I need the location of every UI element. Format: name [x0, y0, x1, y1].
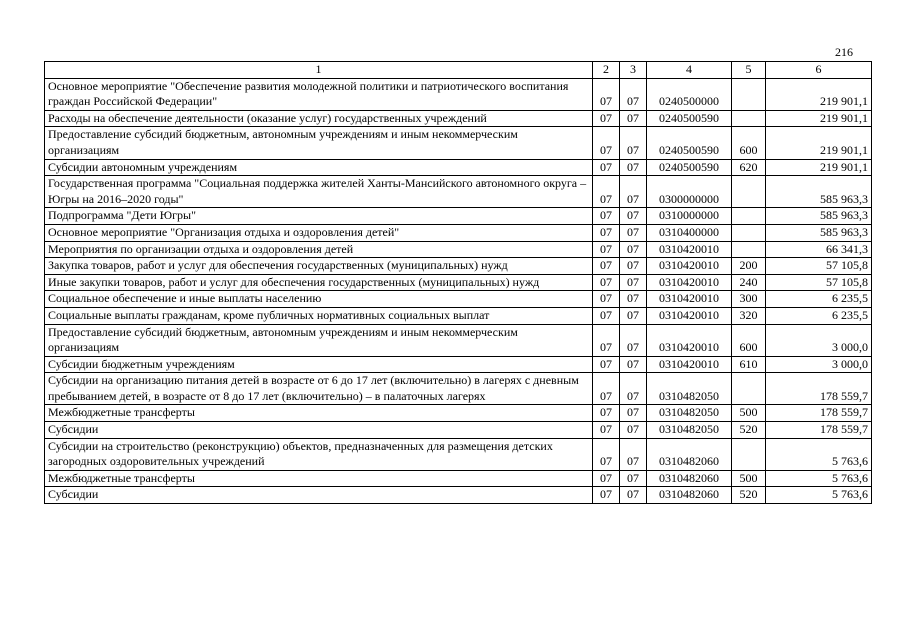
- row-amount: 6 235,5: [766, 307, 872, 324]
- row-subsection-code: 07: [620, 405, 647, 422]
- row-expense-type: 300: [732, 291, 766, 308]
- row-target-article: 0310482060: [647, 438, 732, 470]
- row-name: Субсидии на строительство (реконструкцию) объектов, предназначенных для размещения детских загородных оздоровительных учреждений: [45, 438, 593, 470]
- row-amount: 57 105,8: [766, 274, 872, 291]
- row-expense-type: 520: [732, 487, 766, 504]
- row-section-code: 07: [593, 324, 620, 356]
- row-target-article: 0300000000: [647, 176, 732, 208]
- table-row: [45, 470, 872, 487]
- table-row: [45, 487, 872, 504]
- row-target-article: 0240500590: [647, 159, 732, 176]
- header-row: [45, 62, 872, 79]
- row-section-code: 07: [593, 373, 620, 405]
- header-col-2: 2: [593, 62, 620, 79]
- row-section-code: 07: [593, 291, 620, 308]
- row-target-article: 0310482060: [647, 487, 732, 504]
- row-target-article: 0310482050: [647, 373, 732, 405]
- row-expense-type: [732, 208, 766, 225]
- row-section-code: 07: [593, 422, 620, 439]
- row-amount: 5 763,6: [766, 438, 872, 470]
- row-name: Мероприятия по организации отдыха и оздоровления детей: [45, 241, 593, 258]
- row-section-code: 07: [593, 110, 620, 127]
- row-name: Иные закупки товаров, работ и услуг для обеспечения государственных (муниципальных) нужд: [45, 274, 593, 291]
- row-amount: 585 963,3: [766, 176, 872, 208]
- row-amount: 219 901,1: [766, 159, 872, 176]
- table-row: [45, 159, 872, 176]
- row-amount: 178 559,7: [766, 405, 872, 422]
- row-expense-type: [732, 176, 766, 208]
- row-expense-type: [732, 110, 766, 127]
- table-row: [45, 422, 872, 439]
- row-section-code: 07: [593, 438, 620, 470]
- row-name: Межбюджетные трансферты: [45, 470, 593, 487]
- row-name: Социальные выплаты гражданам, кроме публичных нормативных социальных выплат: [45, 307, 593, 324]
- row-name: Предоставление субсидий бюджетным, автономным учреждениям и иным некоммерческим организациям: [45, 127, 593, 159]
- table-row: [45, 110, 872, 127]
- row-expense-type: 600: [732, 324, 766, 356]
- row-amount: 66 341,3: [766, 241, 872, 258]
- row-subsection-code: 07: [620, 470, 647, 487]
- row-subsection-code: 07: [620, 274, 647, 291]
- row-subsection-code: 07: [620, 307, 647, 324]
- row-expense-type: [732, 78, 766, 110]
- row-subsection-code: 07: [620, 176, 647, 208]
- row-target-article: 0310420010: [647, 291, 732, 308]
- table-row: [45, 291, 872, 308]
- row-name: Субсидии бюджетным учреждениям: [45, 356, 593, 373]
- row-section-code: 07: [593, 307, 620, 324]
- row-name: Субсидии: [45, 422, 593, 439]
- row-target-article: 0310420010: [647, 241, 732, 258]
- row-amount: 5 763,6: [766, 487, 872, 504]
- row-section-code: 07: [593, 78, 620, 110]
- row-subsection-code: 07: [620, 208, 647, 225]
- row-subsection-code: 07: [620, 127, 647, 159]
- table-row: [45, 176, 872, 208]
- row-name: Социальное обеспечение и иные выплаты населению: [45, 291, 593, 308]
- row-subsection-code: 07: [620, 224, 647, 241]
- row-subsection-code: 07: [620, 373, 647, 405]
- row-expense-type: [732, 373, 766, 405]
- row-target-article: 0310482050: [647, 405, 732, 422]
- row-amount: 6 235,5: [766, 291, 872, 308]
- row-amount: 219 901,1: [766, 127, 872, 159]
- header-col-6: 6: [766, 62, 872, 79]
- row-section-code: 07: [593, 241, 620, 258]
- row-amount: 219 901,1: [766, 110, 872, 127]
- row-section-code: 07: [593, 274, 620, 291]
- row-target-article: 0310482060: [647, 470, 732, 487]
- row-name: Межбюджетные трансферты: [45, 405, 593, 422]
- row-subsection-code: 07: [620, 422, 647, 439]
- row-section-code: 07: [593, 159, 620, 176]
- row-subsection-code: 07: [620, 487, 647, 504]
- row-expense-type: 610: [732, 356, 766, 373]
- row-name: Субсидии автономным учреждениям: [45, 159, 593, 176]
- row-section-code: 07: [593, 258, 620, 275]
- row-section-code: 07: [593, 356, 620, 373]
- row-name: Субсидии на организацию питания детей в возрасте от 6 до 17 лет (включительно) в лагерях с дневным пребыванием детей, в возрасте от 8 до 17 лет (включительно) – в палаточных лагерях: [45, 373, 593, 405]
- row-amount: 585 963,3: [766, 208, 872, 225]
- table-row: [45, 274, 872, 291]
- row-expense-type: [732, 438, 766, 470]
- header-col-1: 1: [45, 62, 593, 79]
- row-amount: 585 963,3: [766, 224, 872, 241]
- row-name: Субсидии: [45, 487, 593, 504]
- row-expense-type: 500: [732, 405, 766, 422]
- budget-table: [44, 61, 872, 504]
- row-subsection-code: 07: [620, 78, 647, 110]
- row-subsection-code: 07: [620, 291, 647, 308]
- row-amount: 219 901,1: [766, 78, 872, 110]
- row-section-code: 07: [593, 127, 620, 159]
- row-target-article: 0310000000: [647, 208, 732, 225]
- table-row: [45, 258, 872, 275]
- table-row: [45, 438, 872, 470]
- row-section-code: 07: [593, 176, 620, 208]
- row-subsection-code: 07: [620, 159, 647, 176]
- row-expense-type: 320: [732, 307, 766, 324]
- row-expense-type: 600: [732, 127, 766, 159]
- row-subsection-code: 07: [620, 438, 647, 470]
- row-expense-type: 200: [732, 258, 766, 275]
- row-section-code: 07: [593, 470, 620, 487]
- page-number: 216: [835, 45, 853, 59]
- row-target-article: 0240500590: [647, 127, 732, 159]
- row-subsection-code: 07: [620, 356, 647, 373]
- row-expense-type: 520: [732, 422, 766, 439]
- row-target-article: 0310482050: [647, 422, 732, 439]
- table-row: [45, 324, 872, 356]
- table-row: [45, 405, 872, 422]
- header-col-3: 3: [620, 62, 647, 79]
- row-name: Государственная программа "Социальная поддержка жителей Ханты-Мансийского автономного округа – Югры на 2016–2020 годы": [45, 176, 593, 208]
- table-row: [45, 241, 872, 258]
- row-section-code: 07: [593, 487, 620, 504]
- row-amount: 3 000,0: [766, 356, 872, 373]
- row-name: Основное мероприятие "Обеспечение развития молодежной политики и патриотического воспитания граждан Российской Федерации": [45, 78, 593, 110]
- row-target-article: 0310420010: [647, 258, 732, 275]
- row-target-article: 0310420010: [647, 356, 732, 373]
- table-row: [45, 356, 872, 373]
- row-amount: 178 559,7: [766, 373, 872, 405]
- row-name: Основное мероприятие "Организация отдыха и оздоровления детей": [45, 224, 593, 241]
- table-row: [45, 307, 872, 324]
- row-subsection-code: 07: [620, 241, 647, 258]
- row-expense-type: 620: [732, 159, 766, 176]
- row-subsection-code: 07: [620, 324, 647, 356]
- row-name: Подпрограмма "Дети Югры": [45, 208, 593, 225]
- table-row: [45, 127, 872, 159]
- row-name: Расходы на обеспечение деятельности (оказание услуг) государственных учреждений: [45, 110, 593, 127]
- row-target-article: 0310420010: [647, 274, 732, 291]
- table-row: [45, 208, 872, 225]
- row-expense-type: [732, 241, 766, 258]
- row-expense-type: 500: [732, 470, 766, 487]
- row-target-article: 0240500000: [647, 78, 732, 110]
- table-row: [45, 224, 872, 241]
- row-target-article: 0240500590: [647, 110, 732, 127]
- row-target-article: 0310420010: [647, 307, 732, 324]
- row-target-article: 0310400000: [647, 224, 732, 241]
- row-amount: 5 763,6: [766, 470, 872, 487]
- row-expense-type: 240: [732, 274, 766, 291]
- table-row: [45, 78, 872, 110]
- row-amount: 3 000,0: [766, 324, 872, 356]
- row-section-code: 07: [593, 208, 620, 225]
- row-name: Предоставление субсидий бюджетным, автономным учреждениям и иным некоммерческим организациям: [45, 324, 593, 356]
- table-body: [45, 78, 872, 503]
- row-section-code: 07: [593, 405, 620, 422]
- row-amount: 57 105,8: [766, 258, 872, 275]
- table-header: [45, 62, 872, 79]
- row-expense-type: [732, 224, 766, 241]
- header-col-5: 5: [732, 62, 766, 79]
- header-col-4: 4: [647, 62, 732, 79]
- row-amount: 178 559,7: [766, 422, 872, 439]
- row-name: Закупка товаров, работ и услуг для обеспечения государственных (муниципальных) нужд: [45, 258, 593, 275]
- table-row: [45, 373, 872, 405]
- row-target-article: 0310420010: [647, 324, 732, 356]
- row-section-code: 07: [593, 224, 620, 241]
- row-subsection-code: 07: [620, 110, 647, 127]
- row-subsection-code: 07: [620, 258, 647, 275]
